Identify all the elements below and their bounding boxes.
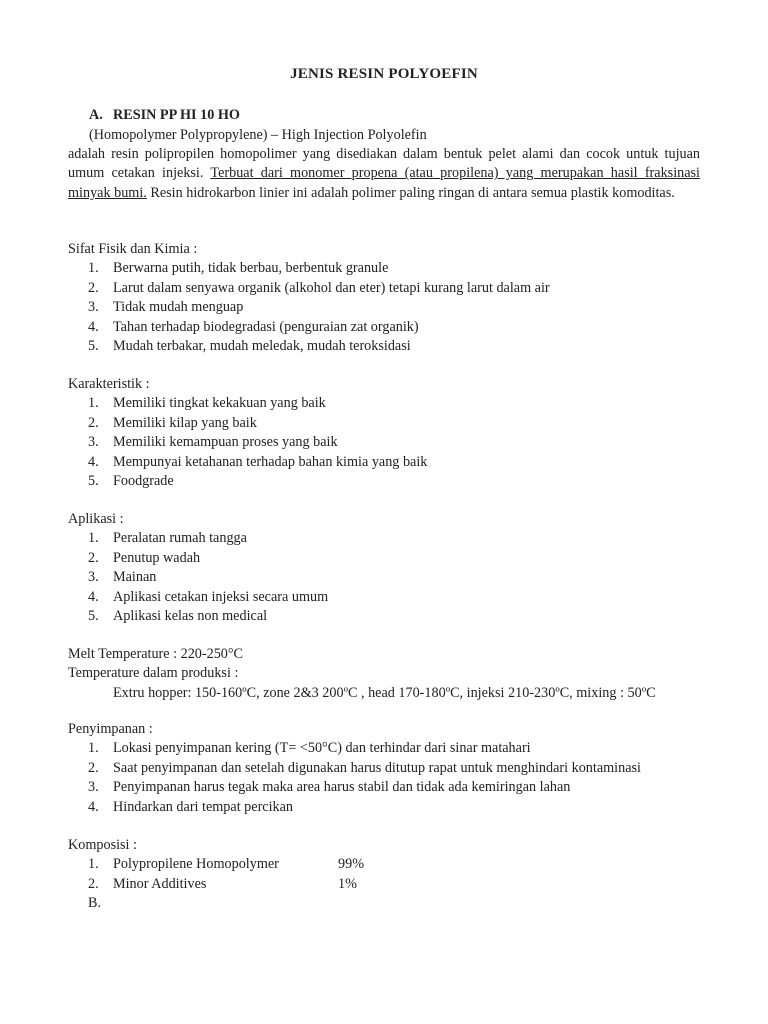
list-number: 2. <box>88 759 99 776</box>
list-item <box>68 798 708 817</box>
production-temperature-detail: Extru hopper: 150-160ºC, zone 2&3 200ºC , head 170-180ºC, injeksi 210-230ºC, mixing : 50ºC <box>113 684 656 701</box>
list-item <box>68 855 708 874</box>
section-a-heading <box>89 106 240 125</box>
list-item <box>68 875 708 894</box>
list-item <box>68 472 708 491</box>
para-text-2: Resin hidrokarbon linier ini adalah polimer paling ringan di antara semua plastik komoditas. <box>146 184 675 201</box>
aplikasi-heading: Aplikasi : <box>68 511 124 527</box>
list-number: 2. <box>88 875 99 892</box>
section-a-letter: A. <box>89 107 103 123</box>
list-item-text: Mudah terbakar, mudah meledak, mudah teroksidasi <box>113 337 411 354</box>
list-item-text: Mainan <box>113 569 157 586</box>
list-item <box>68 318 708 337</box>
list-item <box>68 259 708 278</box>
komposisi-heading: Komposisi : <box>68 837 137 853</box>
list-number: 2. <box>88 279 99 296</box>
list-item-text: Mempunyai ketahanan terhadap bahan kimia yang baik <box>113 453 428 470</box>
list-item <box>68 337 708 356</box>
list-number: 4. <box>88 318 99 335</box>
list-item <box>68 529 708 548</box>
list-number: 2. <box>88 414 99 431</box>
list-item-text: Penutup wadah <box>113 549 201 566</box>
list-item <box>68 279 708 298</box>
list-item-text: Foodgrade <box>113 472 174 489</box>
list-number: 3. <box>88 779 99 796</box>
list-number: 3. <box>88 434 99 451</box>
aplikasi-section <box>68 510 708 626</box>
component-name: Minor Additives <box>113 875 207 892</box>
karakteristik-list <box>68 394 708 491</box>
list-item <box>68 453 708 472</box>
melt-temperature: Melt Temperature : 220-250°C <box>68 646 244 662</box>
penyimpanan-section <box>68 720 708 817</box>
list-item-text: Memiliki kemampuan proses yang baik <box>113 434 338 451</box>
list-number: 1. <box>88 740 99 757</box>
list-item-text: Memiliki kilap yang baik <box>113 414 257 431</box>
list-item <box>68 414 708 433</box>
section-a-paragraph <box>68 145 700 203</box>
list-number: 3. <box>88 299 99 316</box>
penyimpanan-heading: Penyimpanan : <box>68 721 153 737</box>
list-number: 2. <box>88 549 99 566</box>
penyimpanan-list <box>68 739 708 817</box>
aplikasi-list <box>68 529 708 626</box>
section-b-letter: B. <box>88 895 102 912</box>
list-number: 4. <box>88 453 99 470</box>
component-name: Polypropilene Homopolymer <box>113 856 279 873</box>
list-item-text: Saat penyimpanan dan setelah digunakan harus ditutup rapat untuk menghindari kontaminasi <box>113 759 641 776</box>
list-item <box>68 549 708 568</box>
section-a-title: RESIN PP HI 10 HO <box>113 107 240 123</box>
sifat-section <box>68 240 708 356</box>
komposisi-list <box>68 855 708 913</box>
list-item <box>68 394 708 413</box>
list-number: 5. <box>88 337 99 354</box>
list-number: 5. <box>88 607 99 624</box>
komposisi-section <box>68 836 708 914</box>
list-item-text: Memiliki tingkat kekakuan yang baik <box>113 395 326 412</box>
production-temperature-heading: Temperature dalam produksi : <box>68 665 239 682</box>
list-item <box>68 778 708 797</box>
list-number: 1. <box>88 530 99 547</box>
list-number: 3. <box>88 569 99 586</box>
sifat-heading: Sifat Fisik dan Kimia : <box>68 241 198 257</box>
list-item <box>68 588 708 607</box>
list-number: 4. <box>88 798 99 815</box>
section-a-subtitle: (Homopolymer Polypropylene) – High Injection Polyolefin <box>89 127 427 143</box>
list-item-text: Hindarkan dari tempat percikan <box>113 798 294 815</box>
list-number: 1. <box>88 395 99 412</box>
para-underlined-text: Terbuat dari monomer propena (atau propilena) yang merupakan hasil fraksinasi minyak bumi. <box>68 165 700 201</box>
list-item-text: Aplikasi kelas non medical <box>113 607 268 624</box>
list-item-text: Aplikasi cetakan injeksi secara umum <box>113 588 329 605</box>
list-number: 5. <box>88 472 99 489</box>
list-item <box>68 607 708 626</box>
list-item <box>68 739 708 758</box>
list-item-text: Peralatan rumah tangga <box>113 530 247 547</box>
list-item <box>68 568 708 587</box>
list-item-text: Lokasi penyimpanan kering (T= <50°C) dan terhindar dari sinar matahari <box>113 740 531 757</box>
component-percentage: 99% <box>338 856 365 873</box>
para-text-1: adalah resin polipropilen homopolimer yang disediakan dalam bentuk pelet alami dan cocok untuk tujuan umum cetakan injeksi. <box>68 146 700 182</box>
list-item-text: Berwarna putih, tidak berbau, berbentuk granule <box>113 260 389 277</box>
component-percentage: 1% <box>338 875 357 892</box>
list-item <box>68 894 708 913</box>
temperature-section <box>68 645 708 703</box>
list-item-text: Penyimpanan harus tegak maka area harus stabil dan tidak ada kemiringan lahan <box>113 779 571 796</box>
list-item-text: Larut dalam senyawa organik (alkohol dan eter) tetapi kurang larut dalam air <box>113 279 550 296</box>
list-number: 1. <box>88 260 99 277</box>
list-item <box>68 298 708 317</box>
karakteristik-heading: Karakteristik : <box>68 376 150 392</box>
list-item <box>68 433 708 452</box>
list-number: 4. <box>88 588 99 605</box>
document-title: JENIS RESIN POLYOEFIN <box>290 66 478 82</box>
sifat-list <box>68 259 708 356</box>
list-item <box>68 759 708 778</box>
list-number: 1. <box>88 856 99 873</box>
list-item-text: Tahan terhadap biodegradasi (penguraian zat organik) <box>113 318 419 335</box>
karakteristik-section <box>68 375 708 491</box>
list-item-text: Tidak mudah menguap <box>113 299 244 316</box>
